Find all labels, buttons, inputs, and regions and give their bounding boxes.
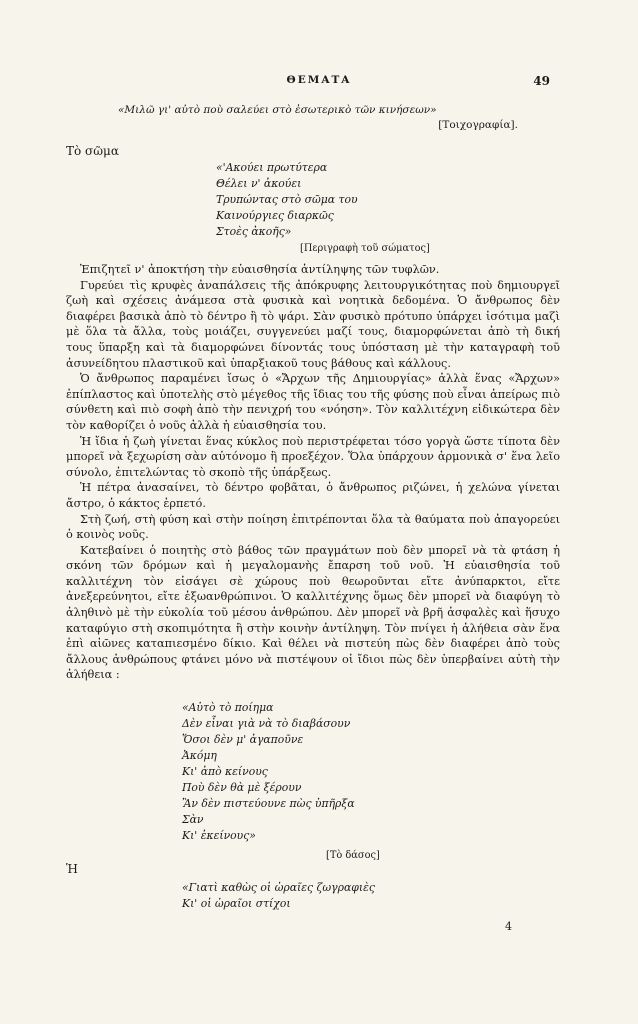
poem-line: Ἀκόμη	[182, 749, 217, 762]
paragraph: Ἡ πέτρα ἀνασαίνει, τὸ δέντρο φοβᾶται, ὁ ἄνθρωπος ριζώνει, ἡ χελώνα γίνεται ἄστρο, ὁ κάκτος ἑρπετό.	[66, 481, 560, 510]
poem-line: Κι' ἐκείνους»	[182, 829, 256, 842]
section-label-body: Τὸ σῶμα	[66, 144, 119, 158]
paragraph: Γυρεύει τὶς κρυφὲς ἀναπάλσεις τῆς ἀπόκρυφης λειτουργικότητας ποὺ δημιουργεῖ ζωὴ καὶ σχέσεις ἀνάμεσα στὰ φυσικὰ καὶ νοητικὰ δεδομένα. Ὁ ἄνθρωπος δὲν διαφέρει βασικὰ ἀπὸ τὸ δέντρο ἢ τὸ ψάρι. Σὰν φυσικὸ πρότυπο ὑπάρχει ἰσότιμα μαζὶ μὲ ὅλα τὰ ἄλλα, τοὺς μοιάζει, συγγενεύει μαζί τους, διαμορφώνεται ἀπὸ τὴ δική τους ὕπαρξη καὶ τὰ διαμορφώνει δίνοντάς τους ὑπόσταση μὲ τὴν καταγραφὴ τοῦ ἀσυνείδητου πλαστικοῦ καὶ ὑπαρξιακοῦ τους βάθους καὶ κάλλους.	[66, 278, 560, 370]
paragraph: Ἐπιζητεῖ ν' ἀποκτήση τὴν εὐαισθησία ἀντίληψης τῶν τυφλῶν.	[80, 263, 440, 276]
poem-line: Τρυπώντας στὸ σῶμα του	[216, 193, 358, 206]
poem-3	[182, 880, 375, 912]
poem-line: Κι' ἀπὸ κείνους	[182, 765, 268, 778]
poem-line: Ὅσοι δὲν μ' ἀγαποῦνε	[182, 733, 304, 746]
epigraph-quote: «Μιλῶ γι' αὐτὸ ποὺ σαλεύει στὸ ἐσωτερικὸ τῶν κινήσεων»	[118, 104, 437, 116]
poem-line: «'Ακούει πρωτύτερα	[216, 161, 328, 174]
paragraph: Ὁ ἄνθρωπος παραμένει ἴσως ὁ «Ἄρχων τῆς Δημιουργίας» ἀλλὰ ἕνας «Ἄρχων» ἐπίπλαστος καὶ ὑποτελὴς στὸ μέγεθος τῆς ἴδιας του τῆς φύσης ποὺ εἶναι ἀπείρως πιὸ σύνθετη καὶ πιὸ σοφὴ ἀπὸ τὴν πενιχρή του «νόηση». Τὸν καλλιτέχνη εἰδικώτερα δὲν τὸν καθορίζει ὁ νοῦς ἀλλὰ ἡ εὐαισθησία του.	[66, 372, 560, 432]
poem-line: Σὰν	[182, 813, 204, 826]
section-label-second: Ἡ	[66, 862, 78, 876]
poem-line: Κι' οἱ ὡραῖοι στίχοι	[182, 897, 291, 910]
poem-1	[216, 160, 358, 240]
body-text	[66, 262, 560, 683]
paragraph: Κατεβαίνει ὁ ποιητὴς στὸ βάθος τῶν πραγμάτων ποὺ δὲν μπορεῖ νὰ τὰ φτάση ἡ σκόνη τῶν δρόμων καὶ ἡ μεγαλομανὴς ἔπαρση τοῦ νοῦ. Ἡ εὐαισθησία τοῦ καλλιτέχνη τὸν εἰσάγει σὲ χώρους ποὺ θεωροῦνται εἴτε ἀνύπαρκτοι, εἴτε ἀνεξερεύνητοι, εἴτε ἐξωανθρώπινοι. Ὁ καλλιτέχνης ὅμως δὲν μπορεῖ νὰ διαφύγη τὸ ἀληθινὸ μὲ τὴν εὐκολία τοῦ μέσου ἀνθρώπου. Δὲν μπορεῖ νὰ βρῆ ἀσφαλὲς καὶ ἥσυχο καταφύγιο στὴ σκοπιμότητα ἢ στὴν κοινὴν ἀντίληψη. Τὸν πνίγει ἡ ἀλήθεια σὰν ἕνα ἐπὶ αἰῶνες καταπιεσμένο δίκιο. Καὶ θέλει νὰ πιστεύη πὼς δὲν διαφέρει ἀπὸ τοὺς ἄλλους ἀνθρώπους φτάνει μόνο νὰ πιστέψουν οἱ ἴδιοι πὼς δὲν ὑπερβαίνει αὐτὴ τὴν ἀλήθεια :	[66, 543, 560, 682]
epigraph	[118, 104, 518, 131]
epigraph-source: [Τοιχογραφία].	[438, 119, 518, 131]
paragraph: Στὴ ζωή, στὴ φύση καὶ στὴν ποίηση ἐπιτρέπονται ὅλα τὰ θαύματα ποὺ ἀπαγορεύει ὁ κοινὸς νοῦς.	[66, 512, 560, 542]
poem-line: Ποὺ δὲν θὰ μὲ ξέρουν	[182, 781, 302, 794]
poem-1-source: [Περιγραφὴ τοῦ σώματος]	[300, 243, 430, 254]
running-title: ΘΕΜΑΤΑ	[286, 74, 352, 86]
poem-2	[182, 700, 355, 844]
page-number: 49	[533, 74, 550, 88]
footer-number: 4	[505, 920, 512, 933]
poem-line: «Γιατὶ καθὼς οἱ ὡραῖες ζωγραφιὲς	[182, 881, 375, 894]
poem-line: Καινούργιες διαρκῶς	[216, 209, 334, 222]
poem-line: Στοὲς ἀκοῆς»	[216, 225, 292, 238]
poem-line: Ἂν δὲν πιστεύουνε πὼς ὑπῆρξα	[182, 797, 355, 810]
poem-line: Θέλει ν' ἀκούει	[216, 177, 302, 190]
paragraph: Ἡ ἴδια ἡ ζωὴ γίνεται ἕνας κύκλος ποὺ περιστρέφεται τόσο γοργὰ ὥστε τίποτα δὲν μπορεῖ νὰ ξεχωρίση σὰν αὐτόνομο ἢ προεξέχον. Ὅλα ὑπάρχουν ἁρμονικὰ σ' ἕνα λεῖο σύνολο, ἐπιτελώντας τὸ σκοπὸ τῆς ὑπάρξεως.	[66, 434, 560, 479]
poem-line: Δὲν εἶναι γιὰ νὰ τὸ διαβάσουν	[182, 717, 351, 730]
poem-2-source: [Τὸ δάσος]	[326, 850, 380, 861]
poem-line: «Αὐτὸ τὸ ποίημα	[182, 701, 274, 714]
